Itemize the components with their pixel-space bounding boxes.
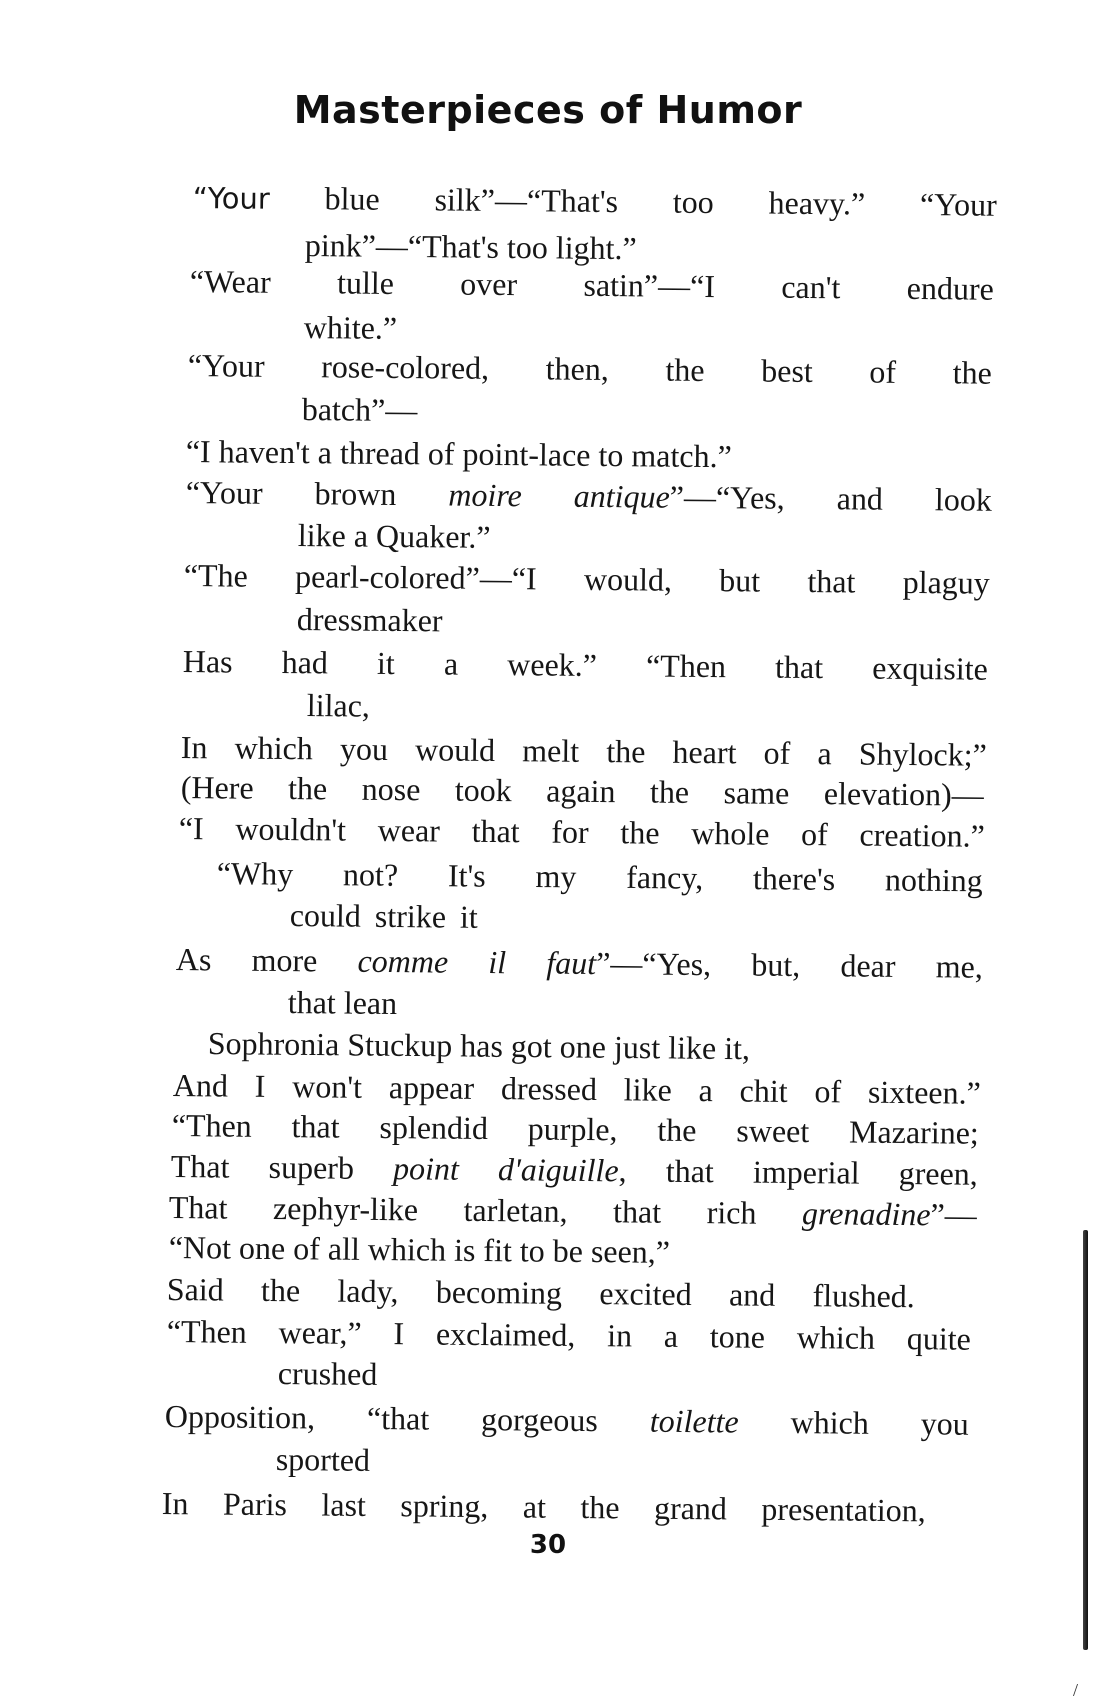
poem-line-text: comme il faut [357, 942, 597, 982]
binding-mark: / [1072, 1680, 1078, 1700]
poem-line: lilac, [306, 686, 371, 724]
poem-line [186, 473, 992, 519]
poem-line-text: ”— [930, 1196, 977, 1233]
poem-line: sported [275, 1441, 371, 1478]
poem-line: that lean [287, 983, 398, 1022]
poem-line: (Here the nose took again the same elevation)— [180, 768, 984, 813]
poem-line-text: “Your brown [185, 473, 449, 513]
poem-line: Sophronia Stuckup has got one just like it, [207, 1025, 751, 1067]
page-binding-edge [1083, 1230, 1088, 1650]
poem-line: white.” [303, 308, 398, 346]
poem-line: “The pearl-colored”—“I would, but that plaguy [183, 556, 990, 601]
poem-line: crushed [277, 1355, 378, 1392]
poem-line: dressmaker [296, 600, 443, 639]
poem-line-text: point d'aiguille [392, 1150, 619, 1189]
poem-line-text: which you [738, 1403, 969, 1442]
poem-line: Has had it a week.” “Then that exquisite [182, 642, 988, 687]
poem-line-text: blue silk”—“That's too heavy.” “Your [269, 179, 997, 223]
poem-line: In Paris last spring, at the grand presentation, [161, 1485, 926, 1529]
poem-line [171, 1147, 978, 1193]
poem-line-text: Opposition, “that gorgeous [164, 1398, 650, 1439]
poem-line [165, 1397, 969, 1443]
poem-line: “Then that splendid purple, the sweet Mazarine; [171, 1107, 979, 1151]
poem-line: “I wouldn't wear that for the whole of creation.” [178, 809, 985, 854]
poem-line-text: “Your [192, 180, 270, 216]
poem-line: “Your rose-colored, then, the best of the [187, 346, 992, 391]
poem-line: Said the lady, becoming excited and flushed. [166, 1271, 915, 1315]
poem-line-text: ”—“Yes, but, dear me, [596, 945, 983, 985]
poem-line-text: grenadine [801, 1195, 931, 1233]
poem-line [193, 178, 997, 225]
poem-line-text: toilette [649, 1402, 739, 1440]
poem-line [169, 1188, 977, 1234]
poem-line: In which you would melt the heart of a Shylock;” [180, 728, 987, 773]
page-number: 30 [529, 1530, 567, 1560]
poem-line [176, 940, 983, 986]
poem-line: pink”—“That's too light.” [304, 226, 637, 267]
poem-line-text: ”—“Yes, and look [669, 478, 992, 518]
poem-line: “Then wear,” I exclaimed, in a tone which quite [166, 1313, 971, 1357]
poem-line: could strike it [289, 896, 478, 935]
poem-line: “Wear tulle over satin”—“I can't endure [189, 262, 994, 307]
poem-line-text: moire antique [448, 476, 670, 515]
poem-line: batch”— [301, 390, 418, 429]
poem-line: like a Quaker.” [297, 516, 491, 555]
poem-line: “I haven't a thread of point-lace to match.” [185, 432, 732, 475]
poem-line-text: , that imperial green, [618, 1152, 978, 1192]
poem-line: And I won't appear dressed like a chit of sixteen.” [172, 1067, 981, 1111]
page-title: Masterpieces of Humor [293, 88, 803, 132]
poem-line-text: As more [175, 940, 358, 979]
poem-line: “Not one of all which is fit to be seen,” [168, 1229, 671, 1270]
poem-line-text: That superb [170, 1148, 394, 1187]
poem-line: “Why not? It's my fancy, there's nothing [216, 854, 983, 899]
poem-line-text: That zephyr-like tarletan, that rich [168, 1189, 803, 1232]
